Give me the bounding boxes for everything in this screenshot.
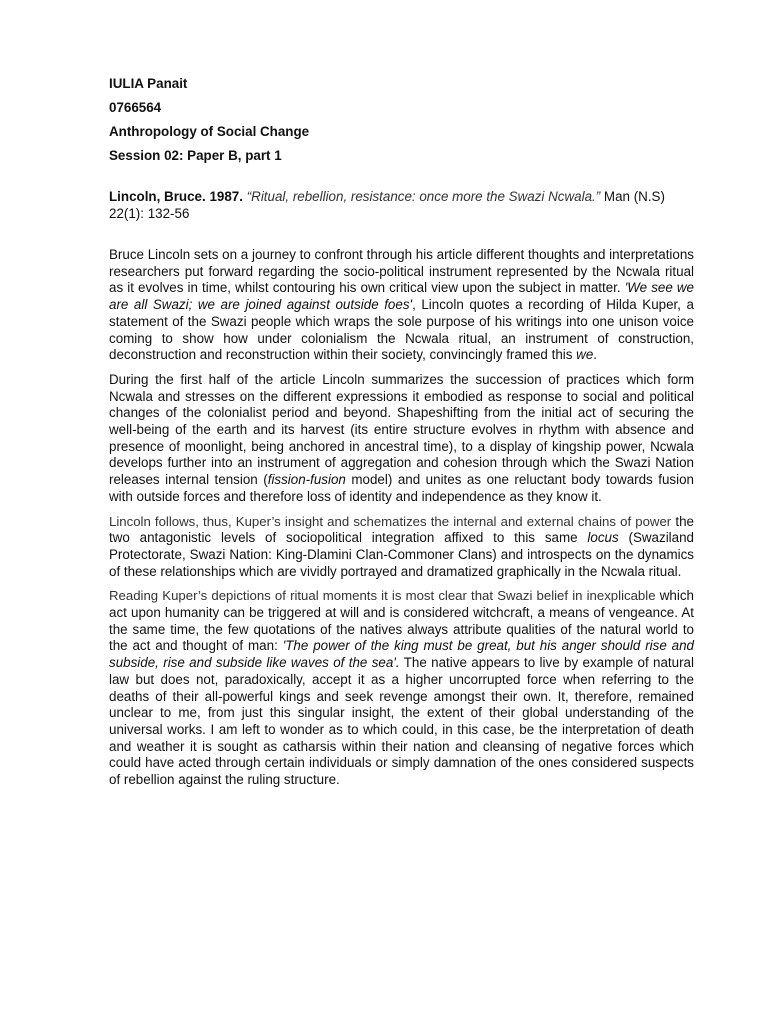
paragraph-4 xyxy=(109,588,694,788)
paragraph-4-quote: 'The power of the king must be great, but his anger should rise and subside, rise and subside like waves of the sea'. xyxy=(109,638,695,671)
session-title: Session 02: Paper B, part 1 xyxy=(109,148,282,163)
citation-author: Lincoln, Bruce. 1987. xyxy=(109,189,243,204)
course-title: Anthropology of Social Change xyxy=(109,124,310,139)
citation-journal: Man (N.S) 22(1): 132-56 xyxy=(109,189,665,221)
paragraph-1 xyxy=(109,247,694,364)
paragraph-2-emphasis: fission-fusion xyxy=(267,472,346,488)
paragraph-2 xyxy=(109,372,694,506)
citation-title: “Ritual, rebellion, resistance: once more the Swazi Ncwala.” xyxy=(246,189,601,204)
paragraph-1-we: we xyxy=(576,347,594,363)
paragraph-1-quote: 'We see we are all Swazi; we are joined against outside foes' xyxy=(109,280,694,313)
paragraph-3-lead: Lincoln follows, thus, Kuper’s insight and schematizes the internal and external chains of power xyxy=(109,513,672,529)
author-name: IULIA Panait xyxy=(109,76,188,91)
paragraph-3-emphasis: locus xyxy=(587,530,619,546)
paragraph-3 xyxy=(109,514,694,581)
paragraph-4-lead: Reading Kuper’s depictions of ritual moments it is most clear that Swazi belief in inexplicable xyxy=(109,588,656,604)
paragraph-3-text: the two antagonistic levels of sociopolitical integration affixed to this same xyxy=(109,513,694,546)
paragraph-4-text-cont: The native appears to live by example of natural law but does not, paradoxically, accept it as a higher uncorrupted force when referring to the deaths of their all-powerful kings and seek revenge amongst their own. It, therefore, remained unclear to me, from just this singular insight, the extent of their global understanding of the universal works. I am left to wonder as to which could, in this case, be the interpretation of death and weather it is sought as catharsis within their nation and cleansing of negative forces which could have acted through certain individuals or simply damnation of the ones considered suspects of rebellion against the ruling structure. xyxy=(109,655,694,788)
paragraph-4-text: which act upon humanity can be triggered at will and is considered witchcraft, a means of vengeance. At the same time, the few quotations of the natives always attribute qualities of the natural world to the act and thought of man: xyxy=(109,588,694,654)
paragraph-2-text-cont: model) and unites as one reluctant body towards fusion with outside forces and therefore loss of identity and independence as they know it. xyxy=(109,472,694,504)
paragraph-1-text-cont: , Lincoln quotes a recording of Hilda Kuper, a statement of the Swazi people which wraps the sole purpose of his writings into one unison voice coming to show how under colonialism the Ncwala ritual, an instrument of construction, deconstruction and reconstruction within their society, convincingly framed this xyxy=(109,297,694,363)
paragraph-1-end: . xyxy=(593,347,598,363)
citation xyxy=(109,189,694,222)
document-page xyxy=(109,72,694,797)
paragraph-2-text: During the first half of the article Lincoln summarizes the succession of practices which form Ncwala and stresses on the different expressions it embodied as response to social and political changes of the colonialist period and beyond. Shapeshifting from the initial act of securing the well-being of the earth and its harvest (its entire structure evolves in rhythm with absence and presence of moonlight, being anchored in ancestral time), to a display of kingship power, Ncwala develops further into an instrument of aggregation and cohesion through which the Swazi Nation releases internal tension ( xyxy=(109,371,694,488)
student-id: 0766564 xyxy=(109,100,162,115)
paragraph-3-text-cont: (Swaziland Protectorate, Swazi Nation: King-Dlamini Clan-Commoner Clans) and introspects on the dynamics of these relationships which are vividly portrayed and dramatized graphically in the Ncwala ritual. xyxy=(109,530,694,579)
paragraph-1-text: Bruce Lincoln sets on a journey to confront through his article different thoughts and interpretations researchers put forward regarding the socio-political instrument represented by the Ncwala ritual as it evolves in time, whilst contouring his own critical view upon the subject in matter. xyxy=(109,247,694,296)
